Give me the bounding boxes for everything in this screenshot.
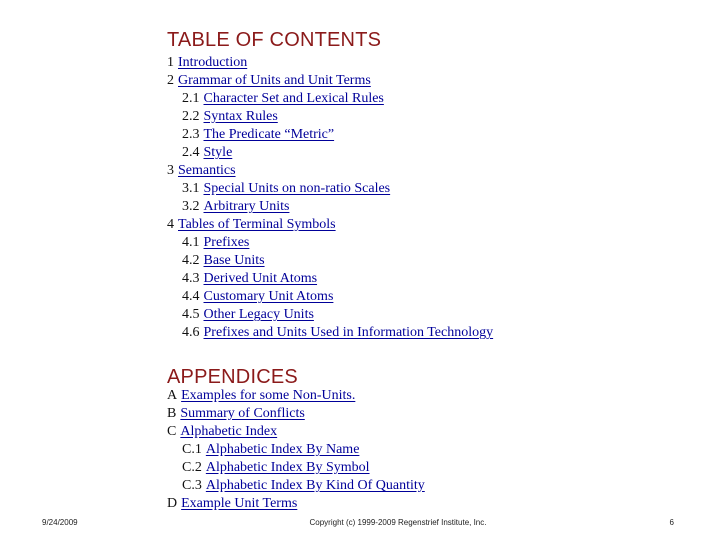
entry-link[interactable]: Customary Unit Atoms: [203, 289, 334, 304]
entry-number: C.1: [182, 442, 202, 457]
toc-list: [167, 54, 493, 342]
entry-number: 4.2: [182, 253, 200, 268]
entry-link[interactable]: Prefixes: [203, 235, 250, 250]
entry-link[interactable]: Prefixes and Units Used in Information Technology: [203, 325, 494, 340]
toc-entry: [167, 216, 493, 234]
entry-link[interactable]: Examples for some Non-Units.: [181, 388, 356, 403]
entry-number: 4.5: [182, 307, 200, 322]
entry-number: 2: [167, 73, 174, 88]
entry-number: D: [167, 496, 178, 511]
entry-number: 2.1: [182, 91, 200, 106]
page-number: 6: [669, 518, 674, 527]
entry-link[interactable]: Example Unit Terms: [181, 496, 298, 511]
entry-number: C.3: [182, 478, 202, 493]
appendix-entry: [167, 441, 425, 459]
toc-entry: [167, 324, 493, 342]
entry-number: 4: [167, 217, 174, 232]
entry-link[interactable]: Summary of Conflicts: [180, 406, 305, 421]
toc-entry: [167, 126, 493, 144]
entry-number: 2.4: [182, 145, 200, 160]
entry-number: 4.6: [182, 325, 200, 340]
entry-link[interactable]: Derived Unit Atoms: [203, 271, 318, 286]
entry-link[interactable]: Other Legacy Units: [203, 307, 314, 322]
entry-number: 2.2: [182, 109, 200, 124]
toc-entry: [167, 144, 493, 162]
entry-link[interactable]: Alphabetic Index By Symbol: [205, 460, 370, 475]
entry-number: 3.2: [182, 199, 200, 214]
entry-link[interactable]: Alphabetic Index: [180, 424, 278, 439]
footer-copyright: Copyright (c) 1999-2009 Regenstrief Institute, Inc.: [309, 518, 487, 527]
entry-number: 1: [167, 55, 174, 70]
entry-number: 3.1: [182, 181, 200, 196]
appendices-list: [167, 387, 425, 513]
toc-entry: [167, 180, 493, 198]
toc-entry: [167, 270, 493, 288]
toc-entry: [167, 72, 493, 90]
entry-number: 4.4: [182, 289, 200, 304]
appendix-entry: [167, 387, 425, 405]
entry-number: C: [167, 424, 177, 439]
toc-entry: [167, 288, 493, 306]
appendix-entry: [167, 459, 425, 477]
entry-number: C.2: [182, 460, 202, 475]
entry-number: B: [167, 406, 177, 421]
entry-link[interactable]: Syntax Rules: [203, 109, 278, 124]
entry-link[interactable]: Style: [203, 145, 233, 160]
appendices-heading: APPENDICES: [167, 366, 298, 388]
footer-date: 9/24/2009: [42, 518, 78, 527]
toc-entry: [167, 198, 493, 216]
entry-link[interactable]: Character Set and Lexical Rules: [203, 91, 384, 106]
entry-number: 2.3: [182, 127, 200, 142]
entry-number: 4.3: [182, 271, 200, 286]
entry-link[interactable]: Alphabetic Index By Name: [205, 442, 360, 457]
entry-number: 3: [167, 163, 174, 178]
entry-link[interactable]: Special Units on non-ratio Scales: [203, 181, 391, 196]
toc-entry: [167, 234, 493, 252]
entry-link[interactable]: Semantics: [178, 163, 236, 178]
entry-link[interactable]: The Predicate “Metric”: [203, 127, 335, 142]
entry-link[interactable]: Grammar of Units and Unit Terms: [178, 73, 371, 88]
entry-link[interactable]: Alphabetic Index By Kind Of Quantity: [205, 478, 425, 493]
entry-link[interactable]: Tables of Terminal Symbols: [178, 217, 336, 232]
entry-link[interactable]: Introduction: [178, 55, 248, 70]
appendix-entry: [167, 405, 425, 423]
toc-entry: [167, 252, 493, 270]
entry-link[interactable]: Arbitrary Units: [203, 199, 290, 214]
appendix-entry: [167, 423, 425, 441]
appendix-entry: [167, 477, 425, 495]
toc-entry: [167, 162, 493, 180]
toc-entry: [167, 108, 493, 126]
entry-number: 4.1: [182, 235, 200, 250]
toc-entry: [167, 54, 493, 72]
toc-entry: [167, 306, 493, 324]
entry-link[interactable]: Base Units: [203, 253, 265, 268]
toc-heading: TABLE OF CONTENTS: [167, 29, 382, 51]
toc-entry: [167, 90, 493, 108]
appendix-entry: [167, 495, 425, 513]
entry-number: A: [167, 388, 178, 403]
